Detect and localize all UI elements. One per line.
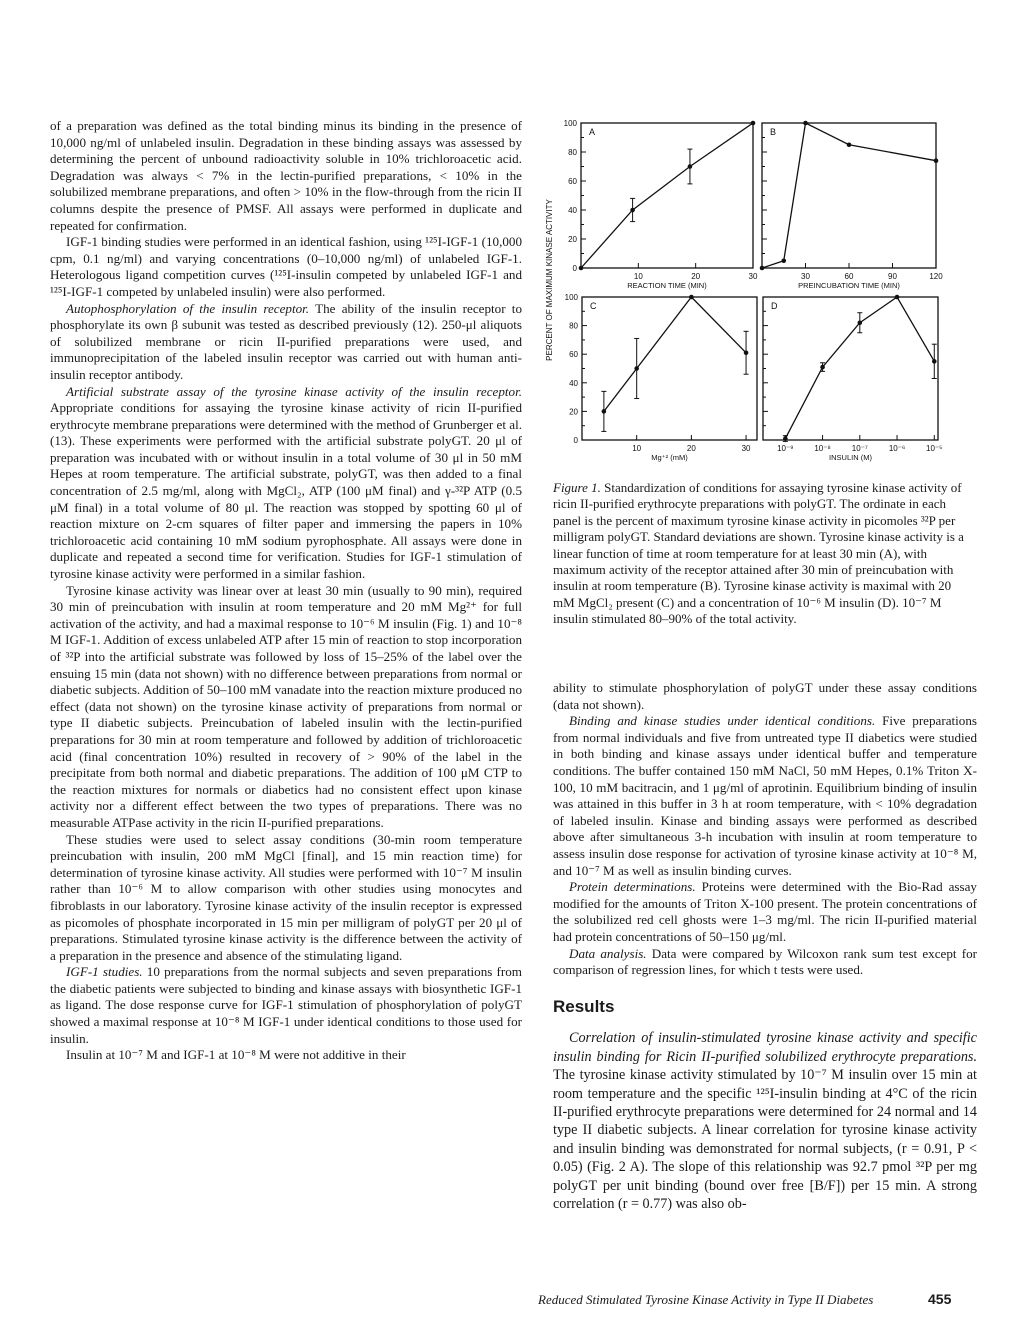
paragraph bbox=[50, 1047, 522, 1064]
paragraph bbox=[50, 118, 522, 234]
paragraph bbox=[50, 301, 522, 384]
paragraph-heading: IGF-1 studies. bbox=[66, 964, 143, 980]
panel-frame bbox=[763, 297, 938, 440]
paragraph-text: Proteins were determined with the Bio-Rad assay modified for the amounts of Triton X-100 present. The protein concentrations of the solubilized red cell ghosts were 1–3 mg/ml. The ricin II-purified material had protein concentrations of 50–150 μg/ml. bbox=[553, 879, 977, 944]
data-point bbox=[744, 350, 749, 355]
series-line bbox=[604, 297, 746, 411]
paragraph-text: Five preparations from normal individuals and five from untreated type II diabetics were studied in both binding and kinase assays under identical buffer and temperature conditions. The buffer contained 150 mM NaCl, 50 mM Hepes, 0.1% Triton X-100, 10 mM bacitracin, and 1 μg/ml of aprotinin. Equilibrium binding of insulin was attained in this buffer in 3 h at room temperature, with < 10% degradation of labeled insulin. Kinase and binding assays were performed as described above after simultaneous 3-h incubation with insulin at room temperature to assess insulin dose response for activation of tyrosine kinase activity at 10⁻⁸ M, and 10⁻⁷ M as well as insulin binding curves. bbox=[553, 713, 977, 878]
y-tick-label: 100 bbox=[563, 119, 577, 128]
data-point bbox=[934, 158, 939, 163]
paragraph bbox=[50, 384, 522, 583]
x-tick-label: 30 bbox=[801, 272, 810, 281]
paragraph bbox=[553, 946, 977, 979]
paragraph bbox=[50, 964, 522, 1047]
paragraph-text: 10 preparations from the normal subjects and seven preparations from the diabetic patients were subjected to binding and kinase assays with biosynthetic IGF-1 as ligand. The dose response curve for IGF-1 stimulation of phosphorylation of polyGT showed a maximal response at 10⁻⁸ M IGF-1 under identical conditions to those used for insulin. bbox=[50, 964, 522, 1046]
paragraph-text: Insulin at 10⁻⁷ M and IGF-1 at 10⁻⁸ M were not additive in their bbox=[66, 1047, 406, 1063]
x-tick-label: 10⁻⁶ bbox=[888, 444, 906, 453]
x-tick-label: 10⁻⁷ bbox=[851, 444, 868, 453]
paragraph bbox=[50, 583, 522, 832]
y-tick-label: 0 bbox=[573, 436, 578, 445]
y-tick-label: 40 bbox=[568, 206, 577, 215]
data-point bbox=[932, 359, 937, 364]
data-point bbox=[602, 409, 607, 414]
x-tick-label: 20 bbox=[686, 444, 696, 453]
data-point bbox=[688, 164, 693, 169]
x-axis-label: PREINCUBATION TIME (MIN) bbox=[798, 281, 900, 290]
data-point bbox=[803, 121, 808, 126]
paragraph-text: ability to stimulate phosphorylation of polyGT under these assay conditions (data not shown). bbox=[553, 680, 977, 712]
x-tick-label: 10⁻⁵ bbox=[926, 444, 943, 453]
x-tick-label: 20 bbox=[691, 272, 701, 281]
paragraph-text: The ability of the insulin receptor to phosphorylate its own β subunit was tested as described previously (12). 250-μl aliquots of solubilized membrane or ricin II-purified preparations were used, and immunoprecipitation of the labeled insulin receptor was carried out with human anti-insulin receptor antibody. bbox=[50, 300, 522, 382]
results-text: The tyrosine kinase activity stimulated by 10⁻⁷ M insulin over 15 min at room temperature and the specific ¹²⁵I-insulin binding at 4°C of the ricin II-purified erythrocyte preparations were determined for 24 normal and 14 type II diabetic subjects. A linear correlation for tyrosine kinase activity and insulin binding was demonstrated for normal subjects, (r = 0.91, P < 0.05) (Fig. 2 A). The slope of this relationship was 92.7 pmol ³²P per mg polyGT per unit binding (bound over free [B/F]) per 15 min. A strong correlation (r = 0.77) was also ob- bbox=[553, 1067, 977, 1212]
data-point bbox=[820, 365, 825, 370]
panel-frame bbox=[581, 123, 753, 268]
data-point bbox=[751, 121, 756, 126]
panel-frame bbox=[582, 297, 757, 440]
panel-label: C bbox=[590, 301, 597, 311]
x-axis-label: REACTION TIME (MIN) bbox=[627, 281, 707, 290]
data-point bbox=[895, 295, 900, 300]
y-tick-label: 0 bbox=[572, 264, 577, 273]
caption-label: Figure 1. bbox=[553, 480, 601, 495]
y-tick-label: 20 bbox=[569, 407, 578, 417]
panel-A bbox=[564, 119, 758, 290]
x-tick-label: 30 bbox=[748, 272, 758, 281]
running-title: Reduced Stimulated Tyrosine Kinase Activity in Type II Diabetes bbox=[538, 1292, 874, 1307]
x-axis-label: Mg⁺² (mM) bbox=[651, 453, 688, 462]
data-point bbox=[689, 295, 694, 300]
data-point bbox=[858, 320, 863, 325]
results-heading: Results bbox=[553, 996, 615, 1016]
paragraph-text: IGF-1 binding studies were performed in an identical fashion, using ¹²⁵I-IGF-1 (10,000 cpm, 0.1 ng/ml) and varying concentrations (0–10,000 ng/ml) of unlabeled IGF-1. Heterologous ligand competition curves (¹²⁵I-insulin competed by unlabeled IGF-1 and ¹²⁵I-IGF-1 competed by unlabeled insulin) were also performed. bbox=[50, 234, 522, 299]
results-paragraph bbox=[553, 1029, 977, 1213]
paragraph-text: Data were compared by Wilcoxon rank sum test except for comparison of regression lines, for which t tests were used. bbox=[553, 945, 977, 978]
data-point bbox=[781, 258, 786, 263]
panel-label: A bbox=[589, 127, 596, 137]
paragraph-heading: Binding and kinase studies under identical conditions. bbox=[569, 713, 876, 729]
paragraph bbox=[553, 879, 977, 945]
paragraph-text: Tyrosine kinase activity was linear over at least 30 min (usually to 90 min), required 30 min of preincubation with insulin at room temperature and 20 mM Mg²⁺ for full activation of the activity, and had a maximal response to 10⁻⁶ M insulin (Fig. 1) and 10⁻⁸ M IGF-1. Addition of excess unlabeled ATP after 15 min of reaction to stop incorporation of ³²P into the artificial substrate was followed by loss of 15–25% of the label over the ensuing 15 min (data not shown) with no difference between preparations from normal or diabetic subjects. Addition of 50–100 mM vanadate into the reaction mixture produced no effect (data not shown) on the tyrosine kinase activity of preparations from normal or type II diabetic subjects. Preincubation of labeled insulin with the lectin-purified preparations for 30 min at room temperature and followed by addition of trichloroacetic acid (final concentration 10%) resulted in recovery of > 90% of the label in the precipitate from both normal and diabetic preparations. The addition of 100 μM CTP to the reaction mixtures for normals or diabetics had no consistent effect upon kinase activity nor a different effect between the two types of preparations. There was no measurable ATPase activity in the ricin II-purified preparations. bbox=[50, 582, 522, 830]
y-tick-label: 80 bbox=[568, 148, 577, 157]
data-point bbox=[847, 142, 852, 147]
x-tick-label: 10 bbox=[633, 272, 643, 281]
right-column bbox=[553, 680, 977, 1213]
paragraph-heading: Autophosphorylation of the insulin receptor. bbox=[66, 300, 310, 316]
x-tick-label: 10⁻⁹ bbox=[777, 444, 794, 453]
left-column bbox=[50, 118, 522, 1064]
figure-caption bbox=[553, 480, 973, 628]
paragraph bbox=[553, 713, 977, 879]
paragraph bbox=[50, 234, 522, 300]
y-tick-label: 60 bbox=[568, 177, 577, 186]
x-tick-label: 10⁻⁸ bbox=[814, 444, 831, 453]
panel-label: D bbox=[771, 301, 778, 311]
y-tick-label: 60 bbox=[569, 350, 578, 360]
data-point bbox=[783, 436, 788, 441]
y-axis-label: PERCENT OF MAXIMUM KINASE ACTIVITY bbox=[545, 199, 554, 361]
x-tick-label: 120 bbox=[929, 272, 943, 281]
paragraph-heading: Data analysis. bbox=[569, 945, 647, 961]
y-tick-label: 40 bbox=[569, 378, 578, 388]
x-tick-label: 30 bbox=[741, 444, 751, 453]
results-lead: Correlation of insulin-stimulated tyrosine kinase activity and specific insulin binding for Ricin II-purified solubilized erythrocyte preparations. bbox=[553, 1030, 977, 1065]
page-number: 455 bbox=[928, 1291, 952, 1307]
y-tick-label: 20 bbox=[568, 235, 577, 244]
paragraph-text: These studies were used to select assay conditions (30-min room temperature preincubation with insulin, 200 mM MgCl [final], and 15 min reaction time) for determination of tyrosine kinase activity. All studies were performed with 10⁻⁷ M insulin rather than 10⁻⁶ M to allow comparison with other studies using monocytes and fibroblasts in our laboratory. Tyrosine kinase activity of the insulin receptor is expressed as picomoles of phosphate incorporated in 15 min per milligram of polyGT per 20 μl of preparations. Stimulated tyrosine kinase activity is the difference between the activity of a preparation in the presence and absence of the stimulating ligand. bbox=[50, 831, 522, 963]
y-tick-label: 100 bbox=[564, 293, 578, 302]
paragraph-text: Appropriate conditions for assaying the tyrosine kinase activity of ricin II-purified erythrocyte membrane preparations were determined with the method of Grunberger et al. (13). These experiments were performed with the artificial substrate polyGT. 20 μl of preparation was incubated with or without insulin in a total volume of 30 μl in 50 mM Hepes at room temperature. The artificial substrate, polyGT, was then added to a final concentration of 2.5 mg/ml, along with MgCl₂, ATP (100 μM final) and γ-³²P ATP (0.5 μM final) in a total volume of 80 μl. The reaction was stopped by spotting 60 μl of reaction mixture on 2-cm squares of filter paper and immersing the papers in 10% trichloroacetic acid containing 10 mM sodium pyrophosphate. All assays were done in duplicate and repeated a second time for verification. Studies for IGF-1 stimulation of tyrosine kinase activity were performed in a similar fashion. bbox=[50, 400, 522, 582]
x-tick-label: 10 bbox=[632, 444, 642, 453]
x-tick-label: 60 bbox=[844, 272, 854, 281]
data-point bbox=[634, 366, 639, 371]
x-axis-label: INSULIN (M) bbox=[829, 453, 872, 462]
paragraph-text: of a preparation was defined as the total binding minus its binding in the presence of 10,000 ng/ml of unlabeled insulin. Degradation in these binding assays was assessed by determining the percent of unbound radioactivity soluble in 10% trichloroacetic acid. Degradation was always < 7% in the lectin-purified preparations, < 10% in the solubilized membrane preparations, and often > 10% in the flow-through from the ricin II columns despite the presence of PMSF. All assays were performed in duplicate and repeated for confirmation. bbox=[50, 118, 522, 233]
panel-B bbox=[760, 121, 944, 290]
y-tick-label: 80 bbox=[569, 321, 578, 331]
series-line bbox=[581, 123, 753, 268]
panel-label: B bbox=[770, 127, 777, 137]
data-point bbox=[760, 266, 765, 271]
paragraph-heading: Artificial substrate assay of the tyrosine kinase activity of the insulin receptor. bbox=[66, 383, 522, 399]
data-point bbox=[630, 208, 635, 213]
paragraph bbox=[50, 832, 522, 965]
paragraph-heading: Protein determinations. bbox=[569, 879, 696, 895]
paragraph bbox=[553, 680, 977, 713]
data-point bbox=[579, 266, 584, 271]
panel-D bbox=[763, 295, 942, 462]
x-tick-label: 90 bbox=[888, 272, 897, 281]
panel-C bbox=[565, 293, 757, 462]
figure-1 bbox=[530, 110, 990, 480]
caption-text: Standardization of conditions for assaying tyrosine kinase activity of ricin II-purified erythrocyte preparations with polyGT. The ordinate in each panel is the percent of maximum tyrosine kinase activity in picomoles ³²P per milligram polyGT. Standard deviations are shown. Tyrosine kinase activity is a linear function of time at room temperature for at least 30 min (A), with maximum activity of the receptor attained after 30 min of preincubation with insulin at room temperature (B). Tyrosine kinase activity is maximal with 20 mM MgCl₂ present (C) and a concentration of 10⁻⁶ M insulin (D). 10⁻⁷ M insulin stimulated 80–90% of the total activity. bbox=[553, 480, 964, 627]
